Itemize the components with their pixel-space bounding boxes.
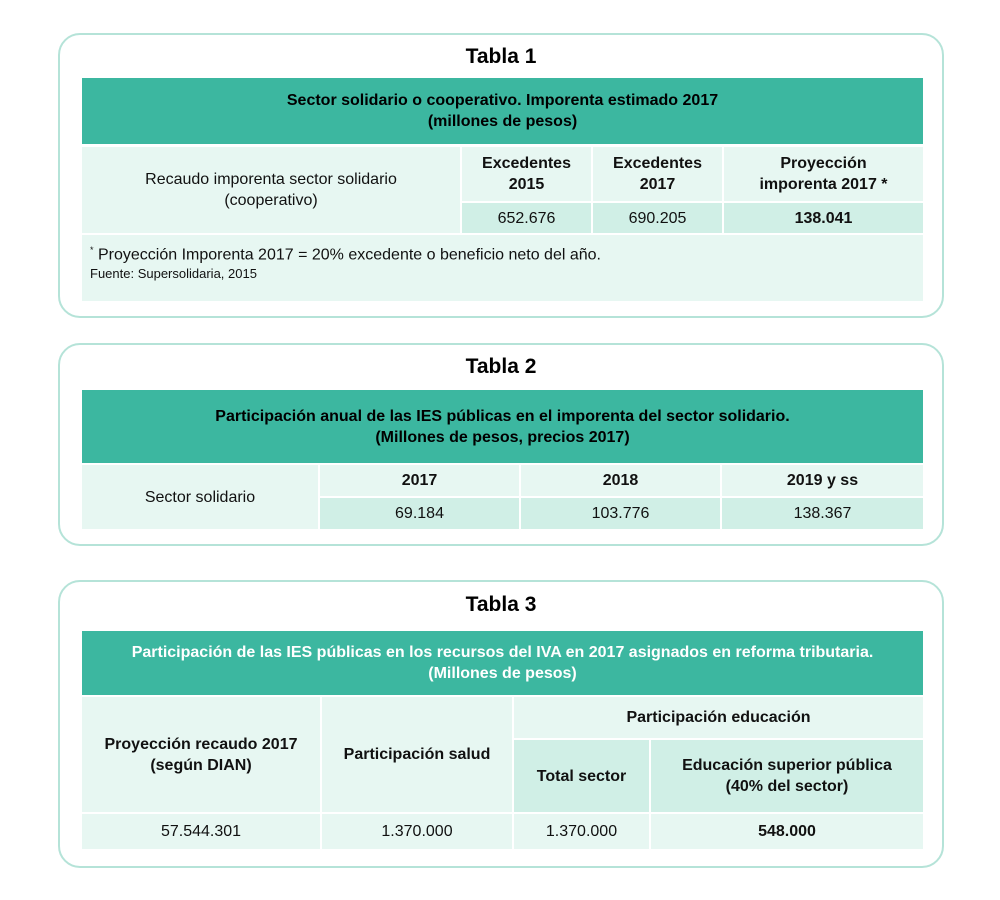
tabla-3-col-educacion: Participación educación [514,697,923,738]
tabla-2-col-2017: 2017 [320,465,519,496]
tabla-2-col-2018: 2018 [521,465,720,496]
tabla-1-title: Tabla 1 [465,45,537,68]
tabla-1-col-2015: Excedentes 2015 [462,147,591,201]
tabla-1-header-line1: Sector solidario o cooperativo. Imporenta estimado 2017 [286,92,719,109]
tabla-2-value-2018: 103.776 [521,498,720,529]
tabla-3-header-line1: Participación de las IES públicas en los recursos del IVA en 2017 asignados en reforma tributaria. [131,644,874,661]
tabla-3-value-total-sector: 1.370.000 [514,814,649,849]
tabla-2-header-line2: (Millones de pesos, precios 2017) [375,428,630,446]
tabla-1-header-line2: (millones de pesos) [427,113,578,130]
tabla-2-header-line1: Participación anual de las IES públicas en el imporenta del sector solidario. [215,407,790,425]
tabla-2-header [82,390,923,463]
tabla-3-col-total-sector: Total sector [514,740,649,812]
tabla-1-footnote [82,235,923,301]
tabla-3-col-proyeccion: Proyección recaudo 2017 (según DIAN) [82,697,320,812]
tabla-3-value-superior: 548.000 [651,814,923,849]
tabla-2-col-2019: 2019 y ss [722,465,923,496]
tabla-1-header [82,78,923,144]
tabla-1-panel [58,33,944,318]
tabla-3-col-superior: Educación superior pública (40% del sector) [651,740,923,812]
tabla-3-header [82,631,923,695]
tabla-1-note-mark: * [90,245,94,255]
tabla-1-col-proyeccion: Proyección imporenta 2017 * [724,147,923,201]
tabla-1-note-line [90,245,915,264]
tabla-3-value-salud: 1.370.000 [322,814,512,849]
tabla-1-value-2015: 652.676 [462,203,591,233]
tabla-1-value-proyeccion: 138.041 [724,203,923,233]
tabla-1-source: Fuente: Supersolidaria, 2015 [90,266,257,282]
tabla-3-value-proyeccion: 57.544.301 [82,814,320,849]
tabla-3-panel [58,580,944,868]
tabla-1-note: Proyección Imporenta 2017 = 20% excedente o beneficio neto del año. [97,246,601,264]
tabla-2-title: Tabla 2 [465,355,537,378]
tabla-2-value-2017: 69.184 [320,498,519,529]
tabla-1-value-2017: 690.205 [593,203,722,233]
tabla-3-header-line2: (Millones de pesos) [428,665,577,682]
tabla-2-row-label: Sector solidario [82,465,318,529]
tabla-1-col-2017: Excedentes 2017 [593,147,722,201]
tabla-2-panel [58,343,944,546]
tabla-1-row-label: Recaudo imporenta sector solidario (cooperativo) [82,147,460,233]
tabla-2-value-2019: 138.367 [722,498,923,529]
tabla-3-title: Tabla 3 [465,593,537,616]
tabla-3-col-salud: Participación salud [322,697,512,812]
